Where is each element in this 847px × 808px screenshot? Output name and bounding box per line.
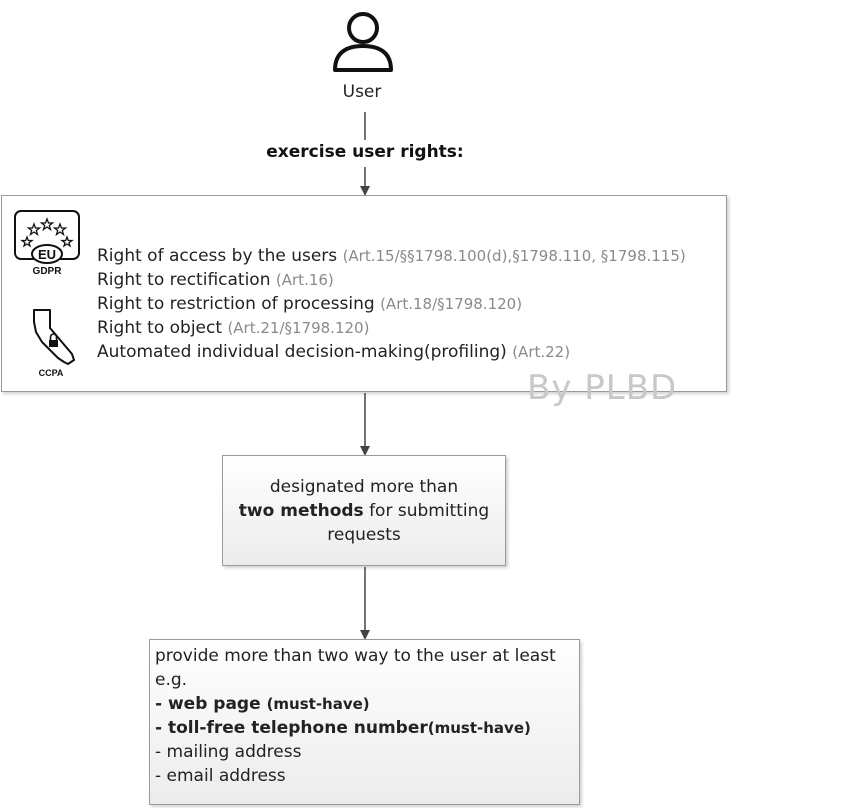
gdpr-caption: GDPR <box>32 266 62 276</box>
right-reference: (Art.22) <box>512 343 571 361</box>
user-icon <box>331 8 395 72</box>
right-text: Right to object <box>97 318 223 338</box>
must-have-note: (must-have) <box>266 695 370 713</box>
provide-line-1: provide more than two way to the user at least <box>155 646 556 666</box>
right-reference: (Art.15/§§1798.100(d),§1798.110, §1798.115) <box>342 247 686 265</box>
gdpr-badge-text: EU <box>37 247 57 262</box>
watermark: By PLBD <box>527 368 678 408</box>
must-have-note: (must-have) <box>427 719 531 737</box>
right-item <box>97 268 686 292</box>
methods-line-3: requests <box>327 525 401 545</box>
methods-bold-text: two methods <box>238 501 364 521</box>
ccpa-california-icon <box>20 306 82 378</box>
methods-rest-text: for submitting <box>363 501 490 521</box>
provide-item-telephone: - toll-free telephone number(must-have) <box>155 718 531 738</box>
right-reference: (Art.21/§1798.120) <box>227 319 370 337</box>
methods-line-2 <box>223 499 505 523</box>
right-text: Right to restriction of processing <box>97 294 375 314</box>
right-reference: (Art.16) <box>275 271 334 289</box>
provide-item-web-page: - web page (must-have) <box>155 694 370 714</box>
gdpr-eu-icon <box>14 210 80 276</box>
provide-line-2: e.g. <box>155 670 188 690</box>
right-item <box>97 316 686 340</box>
right-text: Right to rectification <box>97 270 271 290</box>
provide-item-email-address: - email address <box>155 766 286 786</box>
right-item <box>97 292 686 316</box>
methods-line-1: designated more than <box>269 477 459 497</box>
right-item <box>97 340 686 364</box>
user-label: User <box>342 82 382 102</box>
exercise-rights-label: exercise user rights: <box>266 142 464 162</box>
contact-ways-box <box>149 639 580 805</box>
provide-item-mailing-address: - mailing address <box>155 742 302 762</box>
rights-list <box>97 244 686 364</box>
ccpa-caption: CCPA <box>38 368 64 378</box>
right-text: Right of access by the users <box>97 246 338 266</box>
right-reference: (Art.18/§1798.120) <box>380 295 523 313</box>
right-text: Automated individual decision-making(profiling) <box>97 342 507 362</box>
submission-methods-box <box>222 455 506 566</box>
right-item <box>97 244 686 268</box>
